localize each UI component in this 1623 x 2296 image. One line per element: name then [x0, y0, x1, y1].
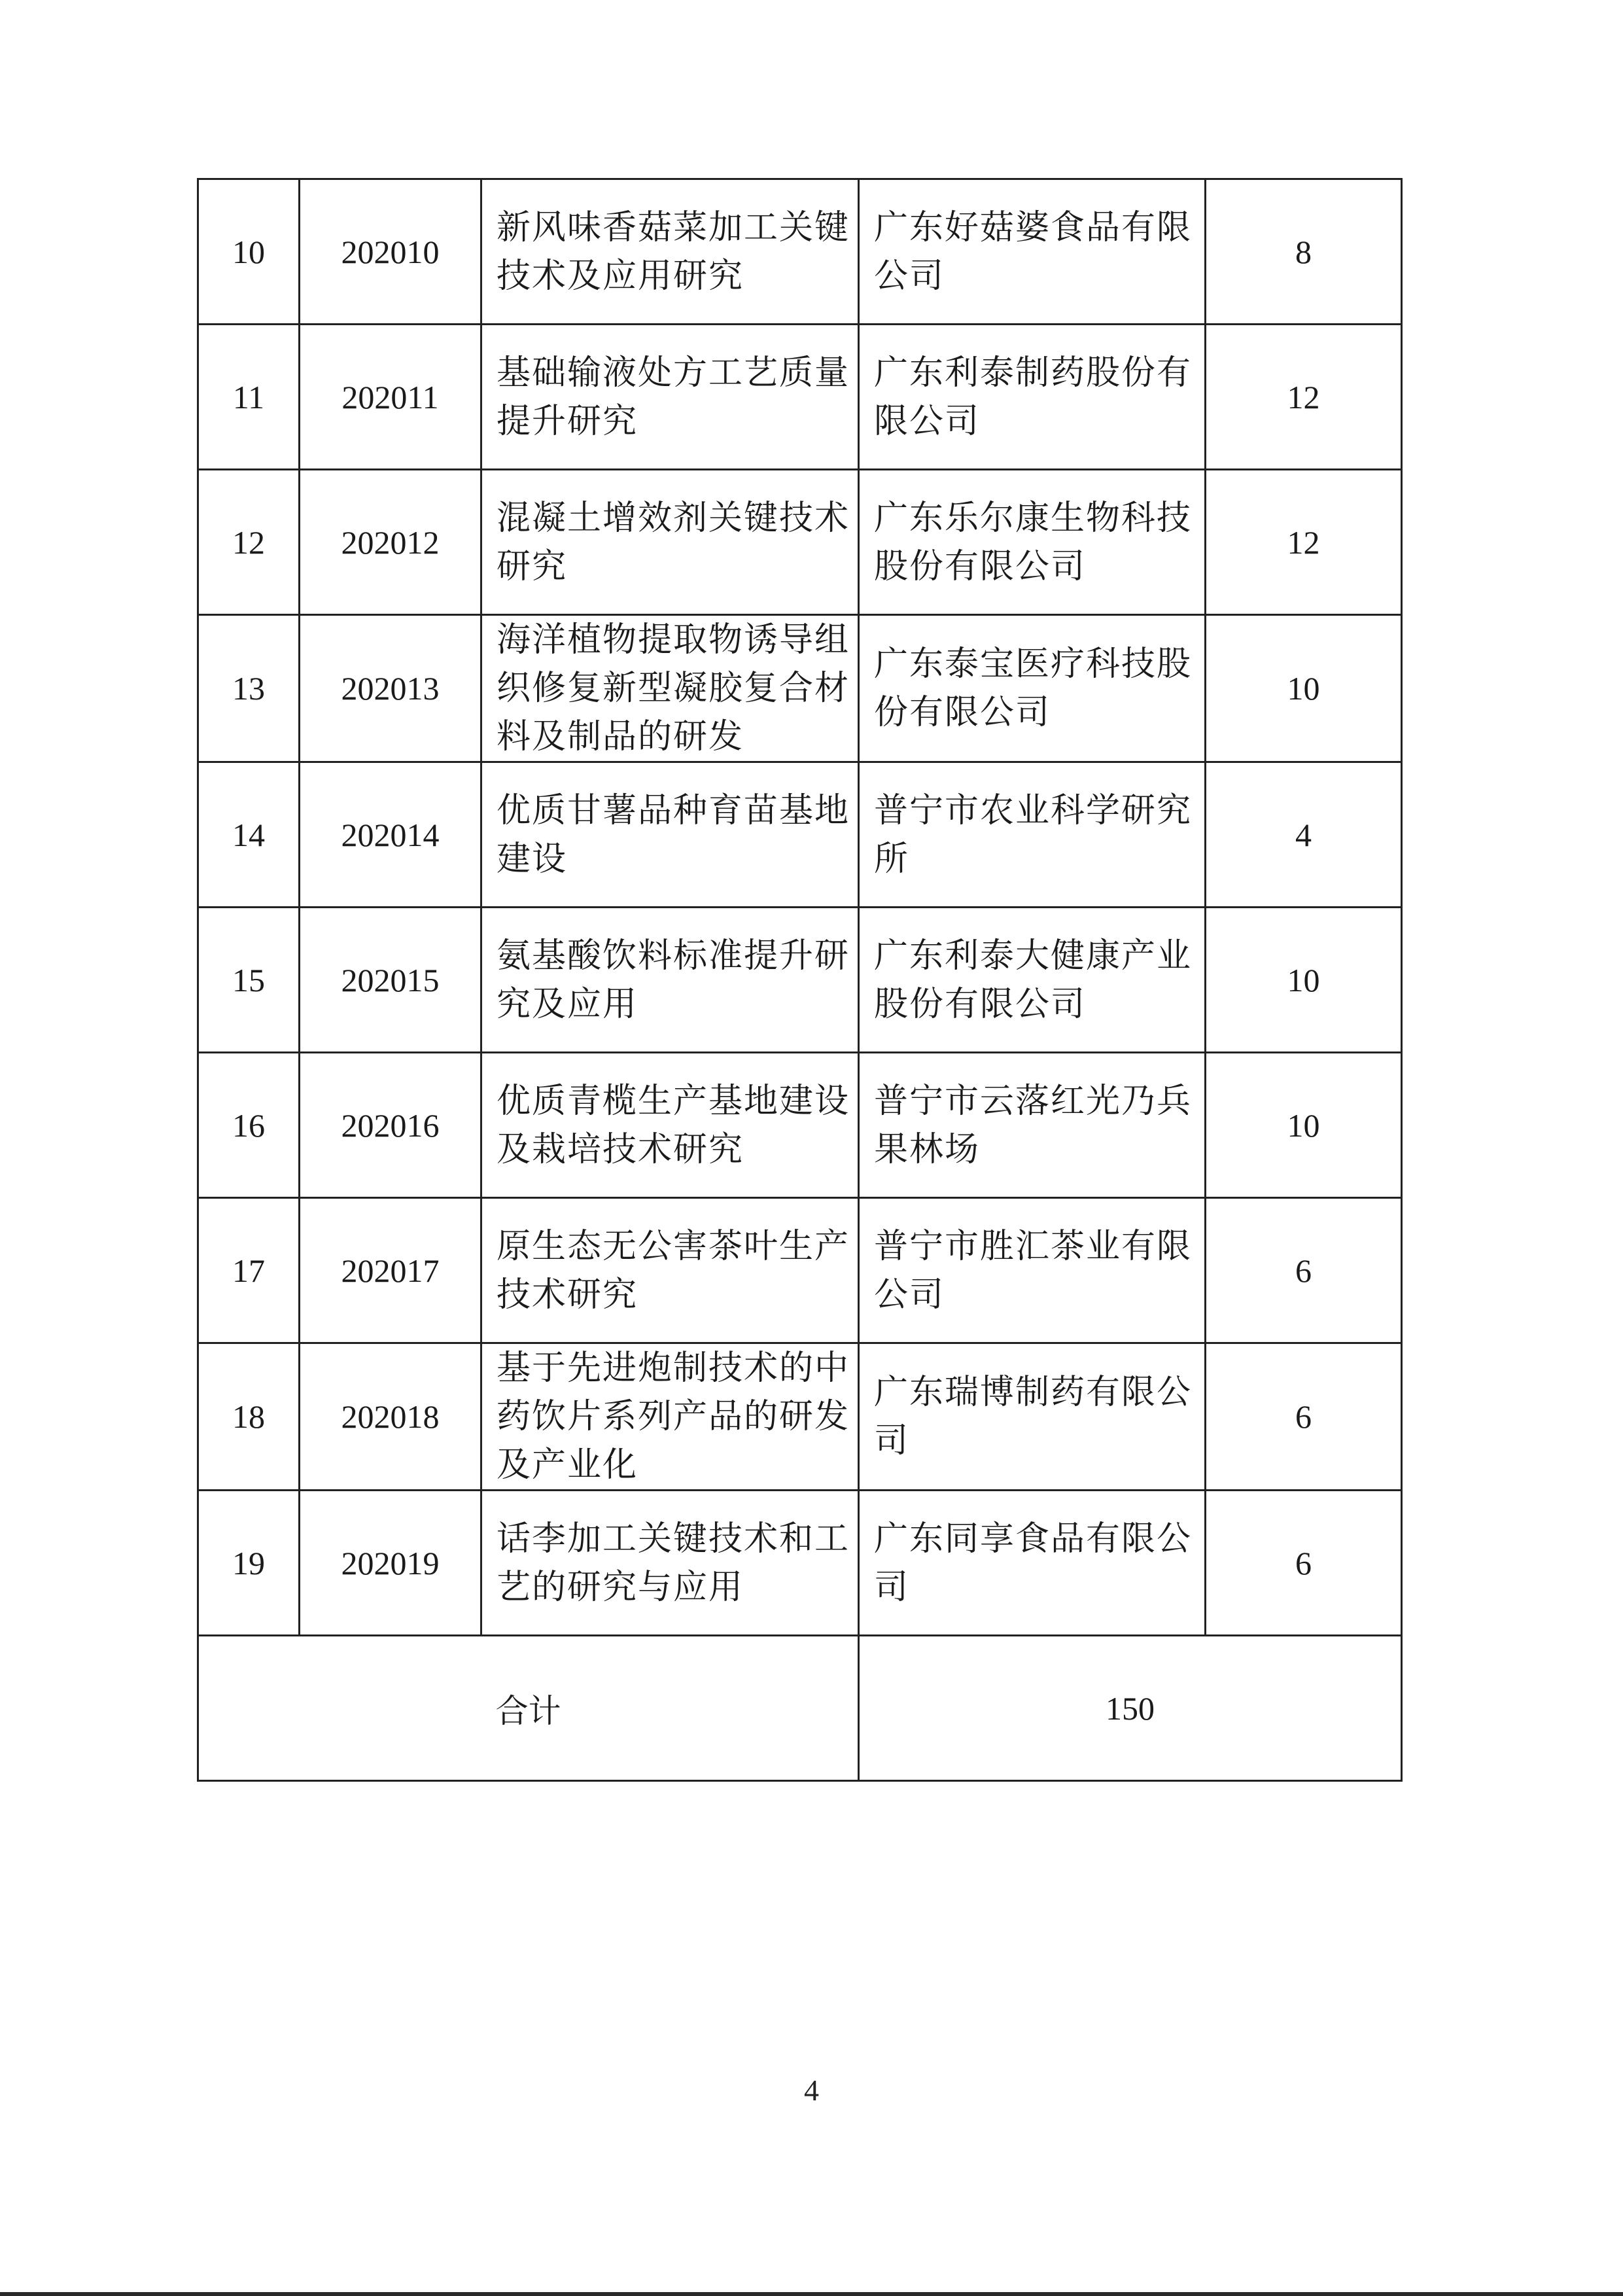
row-index: 14: [198, 762, 300, 908]
table-row: [198, 470, 1402, 615]
project-code: 202014: [300, 762, 481, 908]
table-row: [198, 615, 1402, 762]
row-index: 17: [198, 1198, 300, 1343]
row-index: 16: [198, 1053, 300, 1198]
row-index: 19: [198, 1491, 300, 1636]
organization-name: 广东泰宝医疗科技股份有限公司: [859, 615, 1206, 762]
row-index: 10: [198, 179, 300, 325]
project-code: 202010: [300, 179, 481, 325]
organization-name: 普宁市胜汇茶业有限公司: [859, 1198, 1206, 1343]
funding-amount: 8: [1206, 179, 1402, 325]
project-code: 202015: [300, 908, 481, 1053]
funding-amount: 10: [1206, 1053, 1402, 1198]
table-row: [198, 908, 1402, 1053]
project-name: 优质甘薯品种育苗基地建设: [481, 762, 859, 908]
organization-name: 广东利泰制药股份有限公司: [859, 325, 1206, 470]
table-row: [198, 1491, 1402, 1636]
funding-amount: 6: [1206, 1343, 1402, 1491]
funding-amount: 10: [1206, 615, 1402, 762]
scan-edge-line: [0, 2292, 1623, 2296]
table-row: [198, 762, 1402, 908]
funding-amount: 12: [1206, 325, 1402, 470]
project-code: 202013: [300, 615, 481, 762]
project-funding-table: [197, 178, 1403, 1782]
project-name: 基于先进炮制技术的中药饮片系列产品的研发及产业化: [481, 1343, 859, 1491]
organization-name: 广东瑞博制药有限公司: [859, 1343, 1206, 1491]
total-value: 150: [859, 1636, 1402, 1781]
funding-amount: 10: [1206, 908, 1402, 1053]
funding-amount: 6: [1206, 1198, 1402, 1343]
funding-amount: 4: [1206, 762, 1402, 908]
project-name: 混凝土增效剂关键技术研究: [481, 470, 859, 615]
project-name: 新风味香菇菜加工关键技术及应用研究: [481, 179, 859, 325]
project-name: 基础输液处方工艺质量提升研究: [481, 325, 859, 470]
project-name: 优质青榄生产基地建设及栽培技术研究: [481, 1053, 859, 1198]
funding-amount: 12: [1206, 470, 1402, 615]
organization-name: 广东利泰大健康产业股份有限公司: [859, 908, 1206, 1053]
project-name: 海洋植物提取物诱导组织修复新型凝胶复合材料及制品的研发: [481, 615, 859, 762]
row-index: 15: [198, 908, 300, 1053]
organization-name: 普宁市农业科学研究所: [859, 762, 1206, 908]
table-row: [198, 179, 1402, 325]
organization-name: 广东好菇婆食品有限公司: [859, 179, 1206, 325]
total-row: [198, 1636, 1402, 1781]
table-row: [198, 325, 1402, 470]
table-row: [198, 1053, 1402, 1198]
page-number: 4: [804, 2074, 819, 2107]
organization-name: 广东乐尔康生物科技股份有限公司: [859, 470, 1206, 615]
table-row: [198, 1343, 1402, 1491]
project-code: 202018: [300, 1343, 481, 1491]
row-index: 11: [198, 325, 300, 470]
project-code: 202017: [300, 1198, 481, 1343]
row-index: 18: [198, 1343, 300, 1491]
project-code: 202011: [300, 325, 481, 470]
row-index: 12: [198, 470, 300, 615]
project-name: 话李加工关键技术和工艺的研究与应用: [481, 1491, 859, 1636]
project-name: 氨基酸饮料标准提升研究及应用: [481, 908, 859, 1053]
project-name: 原生态无公害茶叶生产技术研究: [481, 1198, 859, 1343]
row-index: 13: [198, 615, 300, 762]
organization-name: 普宁市云落红光乃兵果林场: [859, 1053, 1206, 1198]
project-code: 202012: [300, 470, 481, 615]
organization-name: 广东同享食品有限公司: [859, 1491, 1206, 1636]
project-code: 202019: [300, 1491, 481, 1636]
table-row: [198, 1198, 1402, 1343]
project-code: 202016: [300, 1053, 481, 1198]
funding-amount: 6: [1206, 1491, 1402, 1636]
table-body: [198, 179, 1402, 1781]
total-label: 合计: [198, 1636, 859, 1781]
